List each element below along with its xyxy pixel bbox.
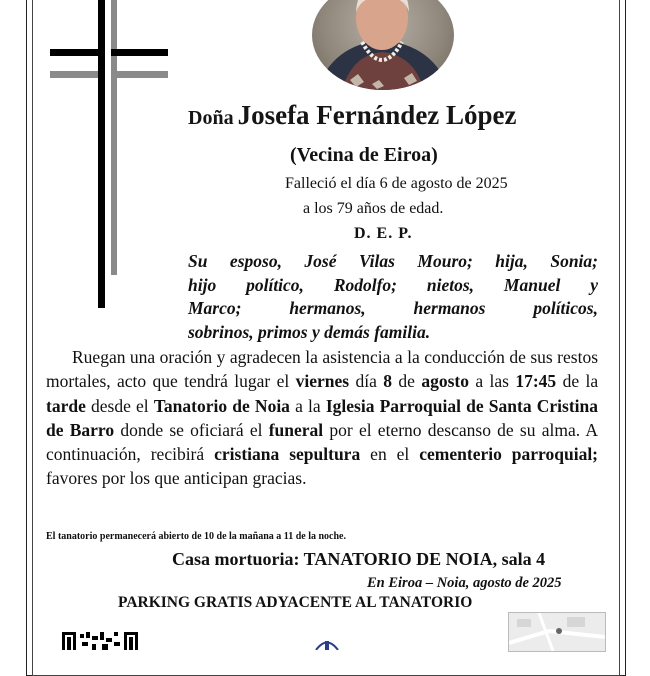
funeral-service-logo-icon — [312, 637, 342, 650]
deceased-name: Josefa Fernández López — [237, 100, 517, 130]
honorific: Doña — [188, 107, 234, 129]
family-line: hijo político, Rodolfo; nietos, Manuel y — [188, 274, 598, 295]
deceased-portrait — [312, 0, 454, 90]
funeral-home-line: Casa mortuoria: TANATORIO DE NOIA, sala 4 — [172, 549, 546, 569]
family-line: Marco; hermanos, hermanos políticos, — [188, 298, 598, 318]
deceased-name-heading — [188, 100, 608, 131]
funeral-announcement: Ruegan una oración y agradecen la asistencia a la conducción de sus restos mortales, acto que tendrá lugar el viernes día 8 de agosto a las 17:45 de la tarde desde el Tanatorio de Noia a la Iglesia Parroquial de Santa Cristina de Barro donde se oficiará el funeral por el eterno descanso de su alma. A continuación, recibirá cristiana sepultura en el cementerio parroquial; favores por los que anticipan gracias. — [46, 347, 599, 489]
tanatorio-hours-note: El tanatorio permanecerá abierto de 10 de la mañana a 11 de la noche. — [46, 531, 346, 542]
family-line-last: sobrinos, primos y demás familia. — [188, 322, 431, 342]
qr-code-icon[interactable] — [62, 632, 140, 650]
age-line: a los 79 años de edad. — [303, 200, 444, 217]
parking-notice: PARKING GRATIS ADYACENTE AL TANATORIO — [118, 594, 473, 611]
death-date-line: Falleció el día 6 de agosto de 2025 — [285, 175, 508, 192]
nickname: (Vecina de Eiroa) — [290, 144, 438, 166]
place-date-line: En Eiroa – Noia, agosto de 2025 — [367, 575, 562, 591]
dep-text: D. E. P. — [354, 225, 413, 242]
location-map[interactable] — [508, 612, 606, 652]
family-mourners — [188, 250, 598, 321]
family-line: Su esposo, José Vilas Mouro; hija, Sonia; — [188, 251, 598, 271]
